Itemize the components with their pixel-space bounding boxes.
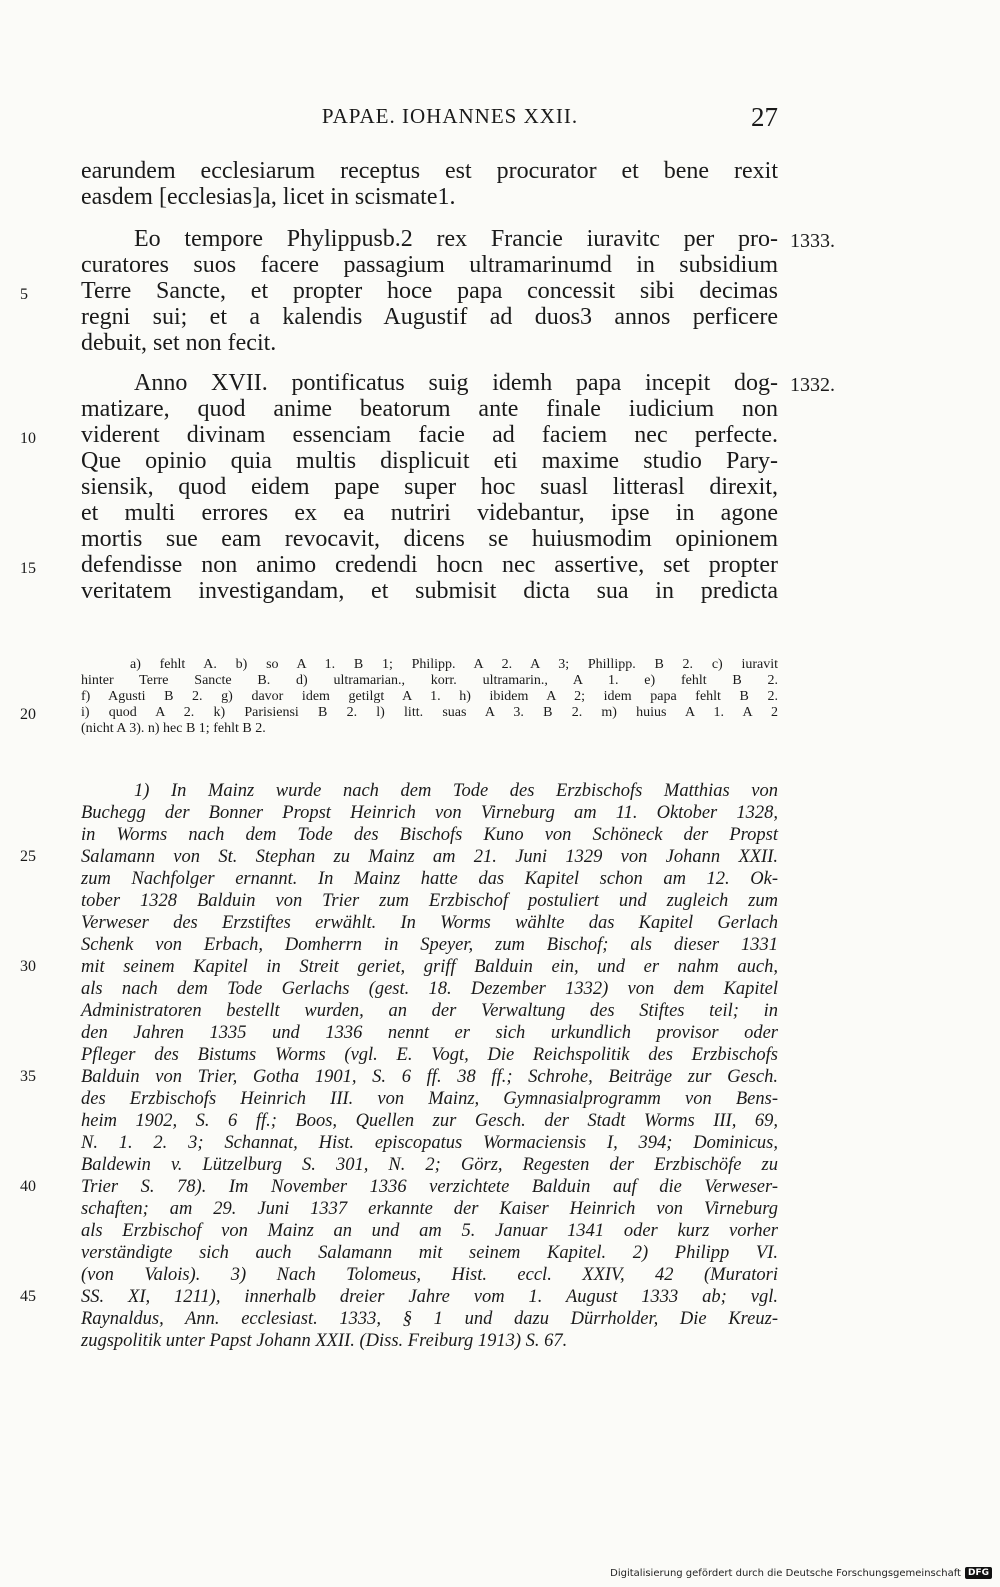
- text-line: siensik, quod eidem pape super hoc suasl litterasl direxit,: [81, 474, 778, 500]
- line-number: 45: [20, 1288, 36, 1305]
- footnote-line: heim 1902, S. 6 ff.; Boos, Quellen zur Gesch. der Stadt Worms III, 69,: [81, 1111, 778, 1131]
- footnote-line: in Worms nach dem Tode des Bischofs Kuno von Schöneck der Propst: [81, 825, 778, 845]
- footnote-line: zugspolitik unter Papst Johann XXII. (Diss. Freiburg 1913) S. 67.: [81, 1331, 568, 1351]
- footnote-line: N. 1. 2. 3; Schannat, Hist. episcopatus Wormaciensis I, 394; Dominicus,: [81, 1133, 778, 1153]
- footnote-line: mit seinem Kapitel in Streit geriet, griff Balduin ein, und er nahm auch,: [81, 957, 778, 977]
- margin-year: 1332.: [790, 374, 835, 396]
- apparatus-line: i) quod A 2. k) Parisiensi B 2. l) litt. suas A 3. B 2. m) huius A 1. A 2: [81, 705, 778, 720]
- text-line: matizare, quod anime beatorum ante finale iudicium non: [81, 396, 778, 422]
- line-number: 5: [20, 286, 28, 303]
- credit-text: Digitalisierung gefördert durch die Deutsche Forschungsgemeinschaft: [610, 1567, 961, 1579]
- line-number: 40: [20, 1178, 36, 1195]
- apparatus-line: (nicht A 3). n) hec B 1; fehlt B 2.: [81, 721, 266, 736]
- text-line: et multi errores ex ea nutriri videbantur, ipse in agone: [81, 500, 778, 526]
- apparatus-line: hinter Terre Sancte B. d) ultramarian., korr. ultramarin., A 1. e) fehlt B 2.: [81, 673, 778, 688]
- text-line: curatores suos facere passagium ultramarinumd in subsidium: [81, 252, 778, 278]
- footnote-line: Baldewin v. Lützelburg S. 301, N. 2; Görz, Regesten der Erzbischöfe zu: [81, 1155, 778, 1175]
- footnote-line: als nach dem Tode Gerlachs (gest. 18. Dezember 1332) von dem Kapitel: [81, 979, 778, 999]
- footnote-line: zum Nachfolger ernannt. In Mainz hatte das Kapitel schon am 12. Ok-: [81, 869, 778, 889]
- text-line: Terre Sancte, et propter hoce papa concessit sibi decimas: [81, 278, 778, 304]
- line-number: 25: [20, 848, 36, 865]
- footnote-line: Administratoren bestellt wurden, an der Verwaltung des Stiftes teil; in: [81, 1001, 778, 1021]
- footnote-line: Raynaldus, Ann. ecclesiast. 1333, § 1 und dazu Dürrholder, Die Kreuz-: [81, 1309, 778, 1329]
- footnote-line: tober 1328 Balduin von Trier zum Erzbischof postuliert und zugleich zum: [81, 891, 778, 911]
- text-line: mortis sue eam revocavit, dicens se huiusmodim opinionem: [81, 526, 778, 552]
- line-number: 30: [20, 958, 36, 975]
- text-line: Eo tempore Phylippusb.2 rex Francie iuravitc per pro-: [134, 226, 778, 252]
- footnote-line: Balduin von Trier, Gotha 1901, S. 6 ff. 38 ff.; Schrohe, Beiträge zur Gesch.: [81, 1067, 778, 1087]
- footnote-line: Salamann von St. Stephan zu Mainz am 21. Juni 1329 von Johann XXII.: [81, 847, 778, 867]
- text-line: Que opinio quia multis displicuit eti maxime studio Pary-: [81, 448, 778, 474]
- footnote-line: SS. XI, 1211), innerhalb dreier Jahre vom 1. August 1333 ab; vgl.: [81, 1287, 778, 1307]
- apparatus-line: f) Agusti B 2. g) davor idem getilgt A 1. h) ibidem A 2; idem papa fehlt B 2.: [81, 689, 778, 704]
- margin-year: 1333.: [790, 230, 835, 252]
- footnote-line: schaften; am 29. Juni 1337 erkannte der Kaiser Heinrich von Virneburg: [81, 1199, 778, 1219]
- footnote-line: Trier S. 78). Im November 1336 verzichtete Balduin auf die Verweser-: [81, 1177, 778, 1197]
- line-number: 35: [20, 1068, 36, 1085]
- line-number: 20: [20, 706, 36, 723]
- line-number: 10: [20, 430, 36, 447]
- text-line: viderent divinam essenciam facie ad faciem nec perfecte.: [81, 422, 778, 448]
- page-title: PAPAE. IOHANNES XXII.: [321, 104, 579, 128]
- text-line: earundem ecclesiarum receptus est procurator et bene rexit: [81, 158, 778, 184]
- digitization-credit: [610, 1567, 992, 1579]
- footnote-line: Buchegg der Bonner Propst Heinrich von Virneburg am 11. Oktober 1328,: [81, 803, 778, 823]
- footnote-line: Pfleger des Bistums Worms (vgl. E. Vogt, Die Reichspolitik des Erzbischofs: [81, 1045, 778, 1065]
- apparatus-line: a) fehlt A. b) so A 1. B 1; Philipp. A 2. A 3; Phillipp. B 2. c) iuravit: [130, 657, 778, 672]
- text-line: debuit, set non fecit.: [81, 330, 277, 356]
- footnote-line: 1) In Mainz wurde nach dem Tode des Erzbischofs Matthias von: [134, 781, 778, 801]
- footnote-line: verständigte sich auch Salamann mit seinem Kapitel. 2) Philipp VI.: [81, 1243, 778, 1263]
- footnote-line: (von Valois). 3) Nach Tolomeus, Hist. eccl. XXIV, 42 (Muratori: [81, 1265, 778, 1285]
- line-number: 15: [20, 560, 36, 577]
- text-line: defendisse non animo credendi hocn nec assertive, set propter: [81, 552, 778, 578]
- footnote-line: Schenk von Erbach, Domherrn in Speyer, zum Bischof; als dieser 1331: [81, 935, 778, 955]
- text-line: Anno XVII. pontificatus suig idemh papa incepit dog-: [134, 370, 778, 396]
- text-line: veritatem investigandam, et submisit dicta sua in predicta: [81, 578, 778, 604]
- dfg-logo-icon: DFG: [965, 1567, 992, 1579]
- text-line: easdem [ecclesias]a, licet in scismate1.: [81, 184, 456, 210]
- page-number: 27: [751, 102, 778, 132]
- text-line: regni sui; et a kalendis Augustif ad duos3 annos perficere: [81, 304, 778, 330]
- footnote-line: des Erzbischofs Heinrich III. von Mainz, Gymnasialprogramm von Bens-: [81, 1089, 778, 1109]
- footnote-line: den Jahren 1335 und 1336 nennt er sich urkundlich provisor oder: [81, 1023, 778, 1043]
- running-header: [80, 104, 780, 134]
- footnote-line: als Erzbischof von Mainz an und am 5. Januar 1341 oder kurz vorher: [81, 1221, 778, 1241]
- footnote-line: Verweser des Erzstiftes erwählt. In Worms wählte das Kapitel Gerlach: [81, 913, 778, 933]
